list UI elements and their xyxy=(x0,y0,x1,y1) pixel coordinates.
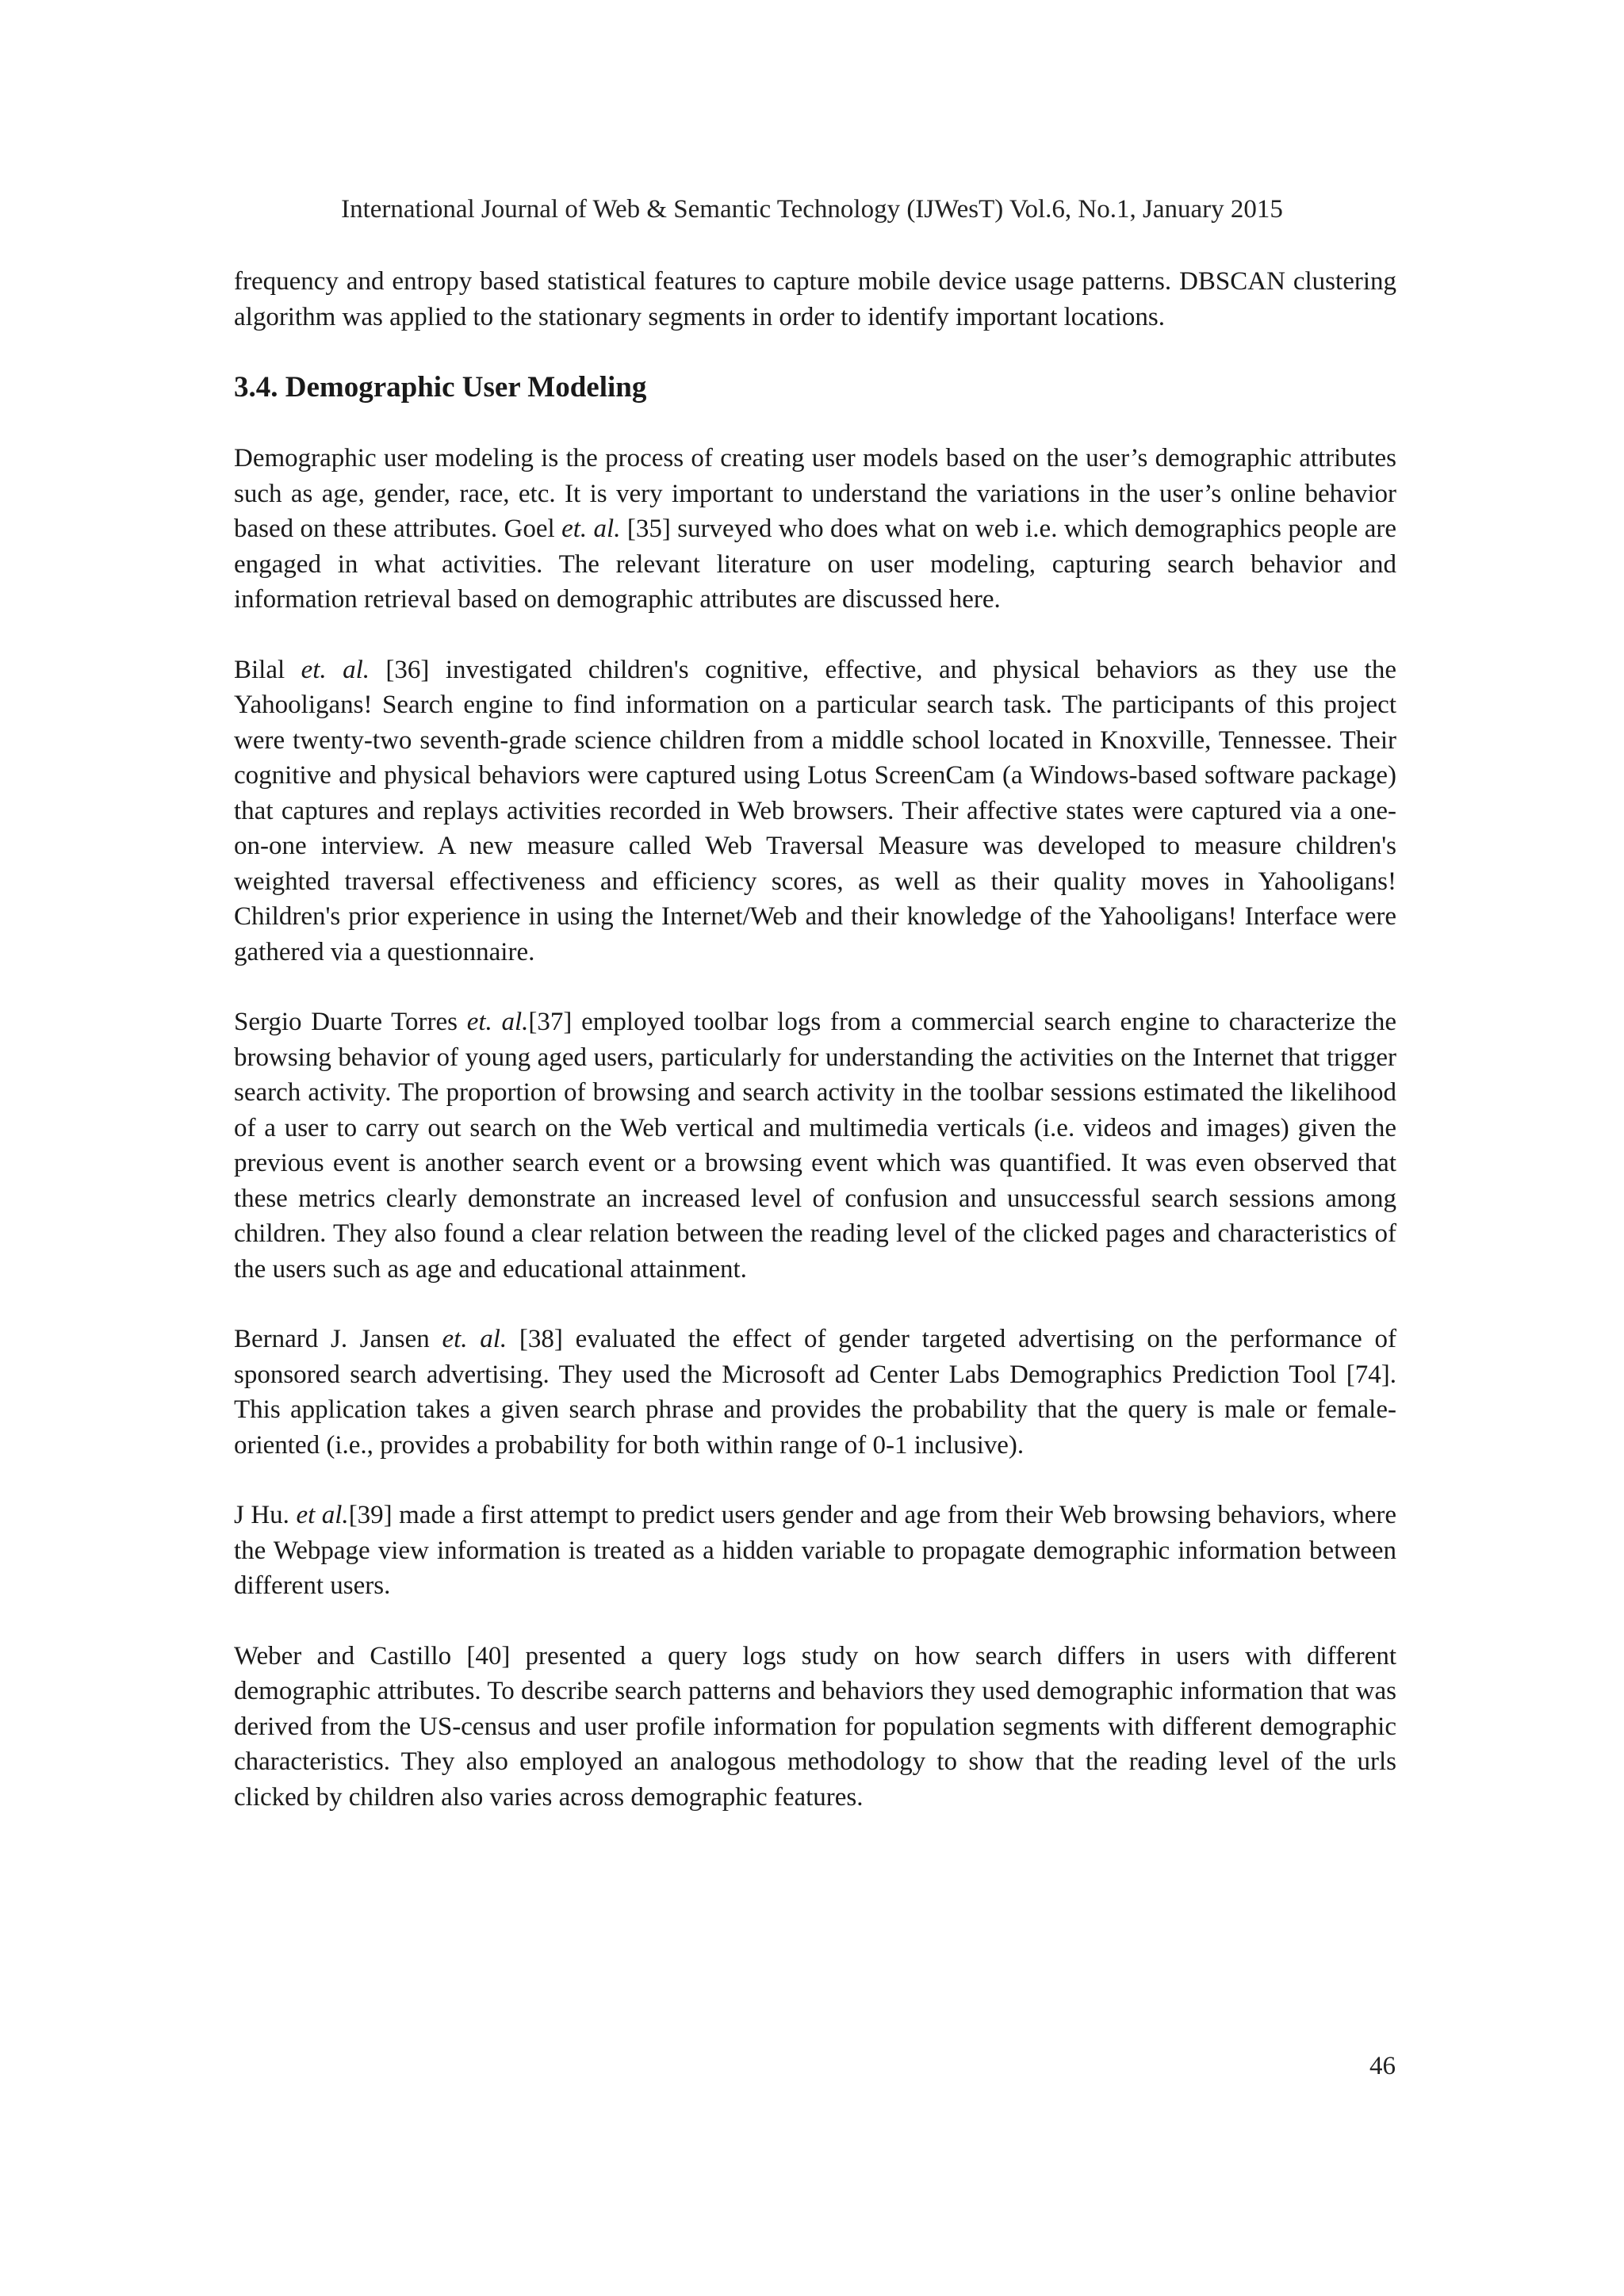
paragraph-jansen xyxy=(234,1322,1396,1463)
article-body xyxy=(234,264,1396,1850)
running-header: International Journal of Web & Semantic Technology (IJWesT) Vol.6, No.1, January 2015 xyxy=(341,195,1283,224)
text-run: Bilal xyxy=(234,655,301,684)
citation-etal: et. al. xyxy=(301,655,370,684)
text-run: [38] evaluated the effect of gender targeted advertising on the performance of sponsored search advertising. They used the Microsoft ad Center Labs Demographics Prediction Tool [74]. This application takes a given search phrase and provides the probability that the query is male or female-oriented (i.e., provides a probability for both within range of 0-1 inclusive). xyxy=(234,1325,1396,1460)
page-number: 46 xyxy=(1369,2052,1396,2080)
text-run: [35] surveyed who does what on web i.e. which demographics people are engaged in what activities. The relevant literature on user modeling, capturing search behavior and information retrieval based on demographic attributes are discussed here. xyxy=(234,515,1397,614)
text-run: [39] made a first attempt to predict users gender and age from their Web browsing behaviors, where the Webpage view information is treated as a hidden variable to propagate demographic information between different users. xyxy=(234,1501,1396,1600)
citation-etal: et. al. xyxy=(442,1325,508,1353)
citation-etal: et. al. xyxy=(466,1008,529,1036)
paragraph-demographic-modeling xyxy=(234,441,1396,618)
section-heading: 3.4. Demographic User Modeling xyxy=(234,371,647,404)
text-run: J Hu. xyxy=(234,1501,297,1529)
text-run: [36] investigated children's cognitive, effective, and physical behaviors as they use the Yahooligans! Search engine to find information on a particular search task. The participants of this project were twenty-two seventh-grade science children from a middle school located in Knoxville, Tennessee. Their cognitive and physical behaviors were captured using Lotus ScreenCam (a Windows-based software package) that captures and replays activities recorded in Web browsers. Their affective states were captured via a one-on-one interview. A new measure called Web Traversal Measure was developed to measure children's weighted traversal effectiveness and efficiency scores, as well as their quality moves in Yahooligans! Children's prior experience in using the Internet/Web and their knowledge of the Yahooligans! Interface were gathered via a questionnaire. xyxy=(234,655,1396,966)
citation-etal: et al. xyxy=(296,1501,349,1529)
paragraph-intro-continued: frequency and entropy based statistical features to capture mobile device usage patterns. DBSCAN clustering algorithm was applied to the stationary segments in order to identify important locations. xyxy=(234,267,1396,331)
text-run: [37] employed toolbar logs from a commercial search engine to characterize the browsing behavior of young aged users, particularly for understanding the activities on the Internet that trigger search activity. The proportion of browsing and search activity in the toolbar sessions estimated the likelihood of a user to carry out search on the Web vertical and multimedia verticals (i.e. videos and images) given the previous event is another search event or a browsing event which was quantified. It was even observed that these metrics clearly demonstrate an increased level of confusion and unsuccessful search sessions among children. They also found a clear relation between the reading level of the clicked pages and characteristics of the users such as age and educational attainment. xyxy=(234,1008,1396,1284)
text-run: Demographic user modeling is the process of creating user models based on the user’s demographic attributes such as age, gender, race, etc. It is very important to understand the variations in the user’s online behavior based on these attributes. Goel xyxy=(234,444,1396,543)
citation-etal: et. al. xyxy=(561,515,621,543)
text-run: Sergio Duarte Torres xyxy=(234,1008,467,1036)
paragraph-weber-castillo: Weber and Castillo [40] presented a query logs study on how search differs in users with different demographic attributes. To describe search patterns and behaviors they used demographic information that was derived from the US-census and user profile information for population segments with different demographic characteristics. They also employed an analogous methodology to show that the reading level of the urls clicked by children also varies across demographic features. xyxy=(234,1641,1396,1812)
paragraph-duarte-torres xyxy=(234,1004,1396,1287)
paragraph-bilal xyxy=(234,652,1396,970)
paragraph-hu xyxy=(234,1498,1396,1604)
text-run: Bernard J. Jansen xyxy=(234,1325,442,1353)
